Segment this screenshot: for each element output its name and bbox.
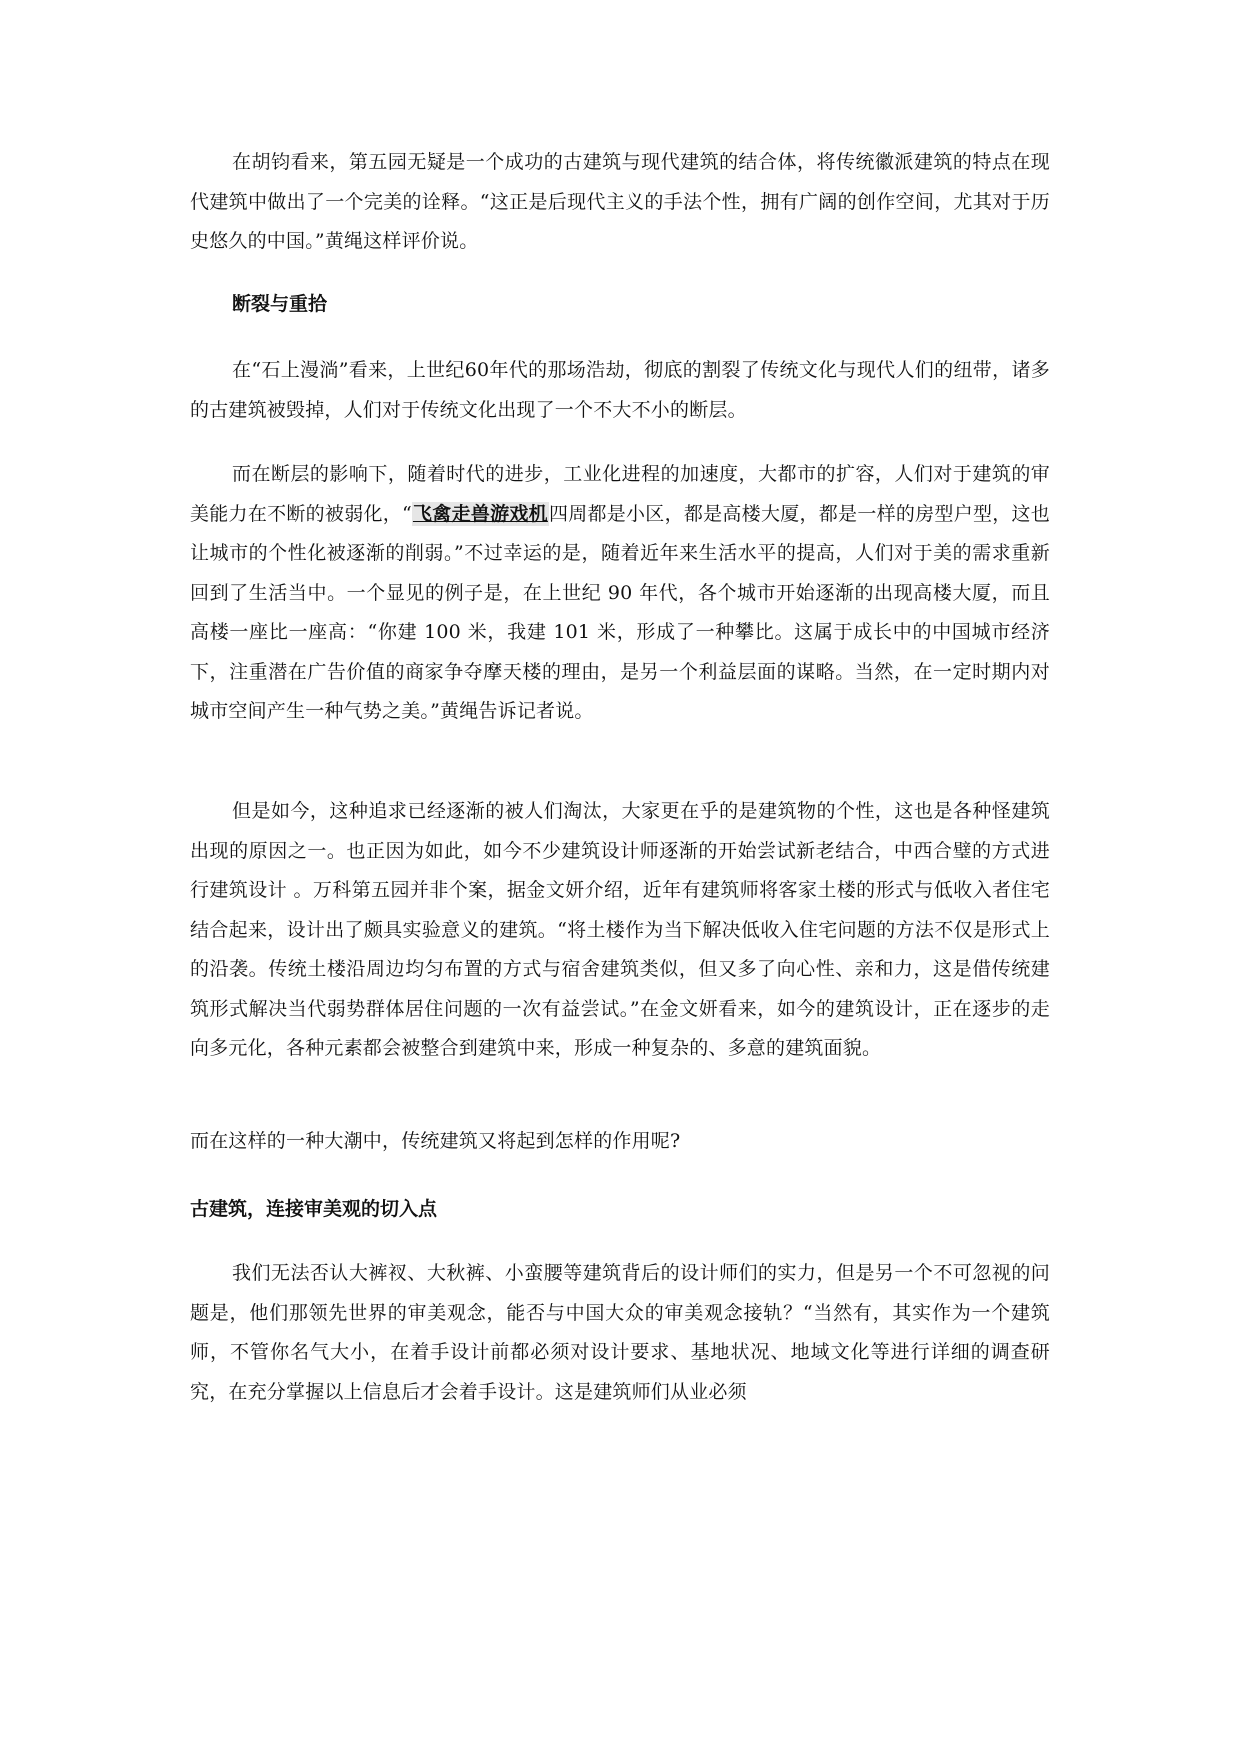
section-heading-ancient-architecture: 古建筑，连接审美观的切入点 [190, 1198, 438, 1220]
paragraph-question: 而在这样的一种大潮中，传统建筑又将起到怎样的作用呢? [190, 1130, 681, 1152]
paragraph-intro: 在胡钧看来，第五园无疑是一个成功的古建筑与现代建筑的结合体，将传统徽派建筑的特点在现代建筑中做出了一个完美的诠释。“这正是后现代主义的手法个性，拥有广阔的创作空间，尤其对于历史悠久的中国。”黄绳这样评价说。 [190, 151, 1050, 252]
section-heading-rupture: 断裂与重拾 [232, 293, 328, 315]
paragraph-text-after-link: 四周都是小区，都是高楼大厦，都是一样的房型户型，这也让城市的个性化被逐渐的削弱。”不过幸运的是，随着近年来生活水平的提高，人们对于美的需求重新回到了生活当中。一个显见的例子是，在上世纪 90 年代，各个城市开始逐渐的出现高楼大厦，而且高楼一座比一座高：“你建 100 米，我建 101 米，形成了一种攀比。这属于成长中的中国城市经济下，注重潜在广告价值的商家争夺摩天楼的理由，是另一个利益层面的谋略。当然，在一定时期内对城市空间产生一种气势之美。”黄绳告诉记者说。 [190, 502, 1050, 722]
paragraph-text-before-link: 而在断层的影响下，随着时代的进步，工业化进程的加速度，大都市的扩容，人们对于建筑的审美能力在不断的被弱化，“ [190, 463, 1050, 525]
game-machine-link[interactable]: 飞禽走兽游戏机 [412, 502, 548, 525]
paragraph-designers: 我们无法否认大裤衩、大秋裤、小蛮腰等建筑背后的设计师们的实力，但是另一个不可忽视的问题是，他们那领先世界的审美观念，能否与中国大众的审美观念接轨？“当然有，其实作为一个建筑师，不管你名气大小，在着手设计前都必须对设计要求、基地状况、地域文化等进行详细的调查研究，在充分掌握以上信息后才会着手设计。这是建筑师们从业必须 [190, 1262, 1050, 1403]
paragraph-cultural-gap: 在“石上漫淌”看来，上世纪60年代的那场浩劫，彻底的割裂了传统文化与现代人们的纽带，诸多的古建筑被毁掉，人们对于传统文化出现了一个不大不小的断层。 [190, 359, 1050, 421]
paragraph-aesthetics-weakened [190, 455, 1050, 732]
paragraph-individuality: 但是如今，这种追求已经逐渐的被人们淘汰，大家更在乎的是建筑物的个性，这也是各种怪建筑出现的原因之一。也正因为如此，如今不少建筑设计师逐渐的开始尝试新老结合，中西合璧的方式进行建筑设计 。万科第五园并非个案，据金文妍介绍，近年有建筑师将客家土楼的形式与低收入者住宅结合起来，设计出了颇具实验意义的建筑。“将土楼作为当下解决低收入住宅问题的方法不仅是形式上的沿袭。传统土楼沿周边均匀布置的方式与宿舍建筑类似，但又多了向心性、亲和力，这是借传统建筑形式解决当代弱势群体居住问题的一次有益尝试。”在金文妍看来，如今的建筑设计，正在逐步的走向多元化，各种元素都会被整合到建筑中来，形成一种复杂的、多意的建筑面貌。 [190, 800, 1050, 1059]
